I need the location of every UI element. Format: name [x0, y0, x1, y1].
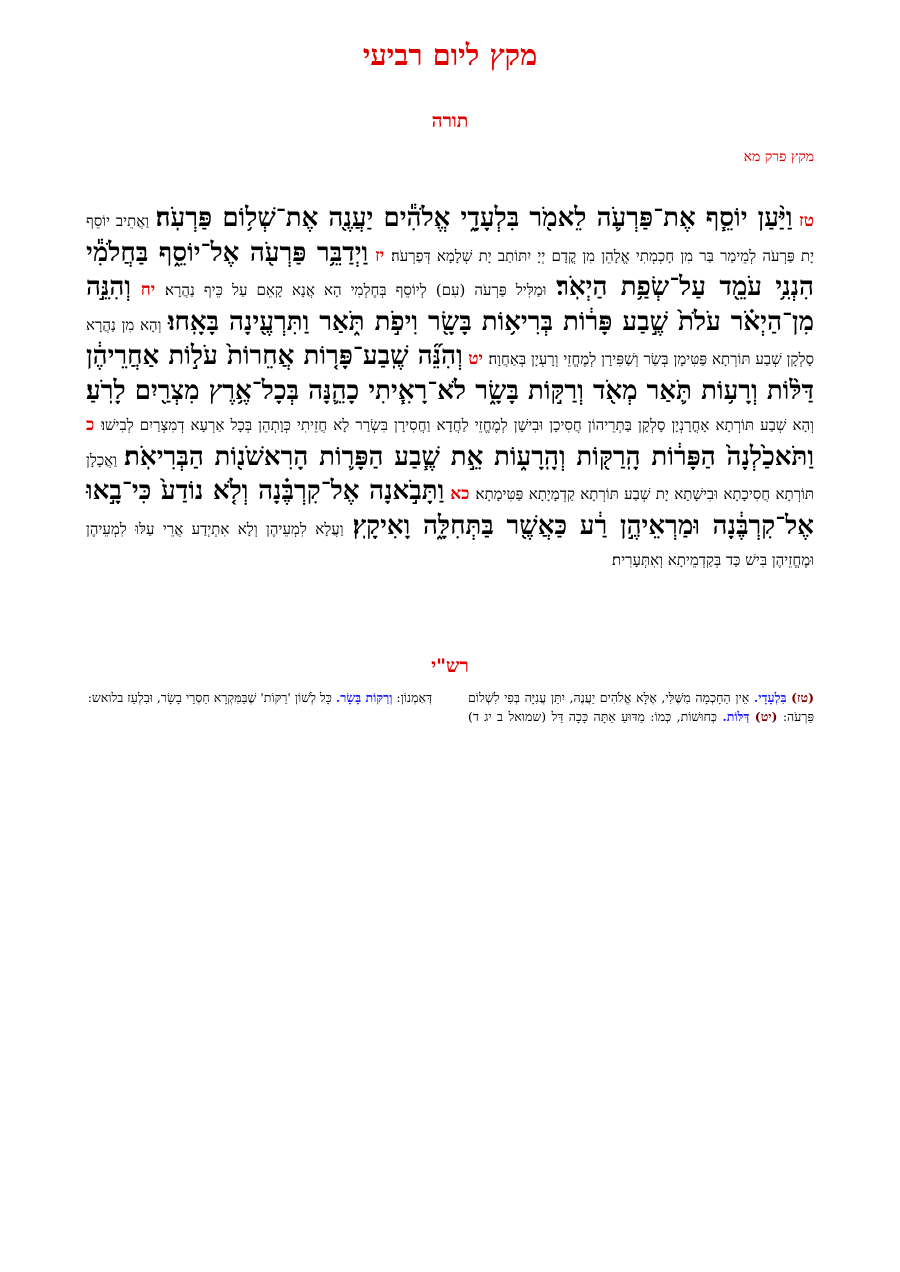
verse-hebrew: וַתָּבֹ֣אנָה אֶל־קִרְבֶּ֗נָה וְלֹ֤א נוֹדַע֙ כִּי־בָ֣אוּ אֶל־קִרְבֶּ֔נָה וּמַרְאֵיהֶ֣ן רַ֔ע כַּאֲשֶׁ֖ר בַּתְּחִלָּ֑ה וָאִיקָֽץ׃ — [86, 476, 814, 541]
verse-number: כא — [450, 484, 470, 504]
verse-targum: וַעֲלָא לִמְעֵיהֶן וְלָא אִתְיְדַע אֲרֵי עַלּוּ לִמְעֵיהֶן וּמֶחֱזֵיהֶן בִּישׁ כַּד בְּקַדְמֵיתָא וְאִתְּעָרִית׃ — [86, 519, 814, 569]
chapter-label: מקץ פרק מא — [743, 149, 814, 165]
verse-number: כ — [86, 415, 95, 435]
rashi-text: כָּל לְשׁוֹן 'רַקּוֹת' שֶׁבַּמִּקְרָא חַסְרֵי בָשָׂר, וּבִלְעַז בלואש: — [87, 690, 332, 705]
rashi-verse-ref: (יט) — [754, 709, 778, 724]
verse-hebrew: וַיְדַבֵּ֥ר פַּרְעֹ֖ה אֶל־יוֹסֵ֑ף בַּחֲלֹמִ֕י הִנְנִ֥י עֹמֵ֖ד עַל־שְׂפַ֥ת הַיְאֹֽר׃ — [86, 237, 815, 302]
rashi-commentary — [86, 688, 814, 726]
section-title: תורה — [431, 110, 469, 132]
verse-hebrew: וַיַּ֨עַן יוֹסֵ֧ף אֶת־פַּרְעֹ֛ה לֵאמֹ֖ר בִּלְעָדָ֑י אֱלֹהִ֕ים יַעֲנֶ֖ה אֶת־שְׁל֥וֹם פַּרְעֹֽה׃ — [155, 203, 793, 233]
rashi-heading: בִּלְעָדָי. — [753, 690, 787, 705]
rashi-heading: דַּלּוֹת. — [722, 709, 750, 724]
rashi-title: רש"י — [431, 655, 469, 677]
verse-number: יח — [140, 280, 156, 300]
verse-number: טז — [798, 211, 814, 231]
verse-number: יז — [375, 245, 385, 266]
rashi-text: כְּחוּשׁוֹת, כְּמוֹ: מַדּוּעַ אַתָּה כָּכָה דַּל (שמואל ב יג ד) דְּאַמְנוֹן: — [396, 690, 717, 724]
verse-hebrew: וְהִנֵּ֞ה שֶֽׁבַע־פָּר֤וֹת אֲחֵרוֹת֙ עֹל֣וֹת אַחֲרֵיהֶ֔ן דַּלּ֨וֹת וְרָע֥וֹת תֹּ֛אַר מְאֹ֖ד וְרַקּ֣וֹת בָּשָׂ֑ר לֹא־רָאִ֧יתִי כָהֵ֛נָּה בְּכָל־אֶ֥רֶץ מִצְרַ֖יִם לָרֹֽעַ׃ — [86, 341, 814, 406]
page-title: מקץ ליום רביעי — [362, 38, 538, 72]
rashi-text: אֵין הַחָכְמָה מִשֶּׁלִּי, אֶלָּא אֱלֹהִים יַעֲנֶה, יִתֵּן עֲנִיָּה בְּפִי לִשְׁלוֹם פַּרְעֹה: — [468, 690, 814, 724]
verse-hebrew: וַתֹּאכַ֙לְנָה֙ הַפָּר֔וֹת הָֽרַקּ֖וֹת וְהָֽרָע֑וֹת אֵ֣ת שֶׁ֧בַע הַפָּר֛וֹת הָרִאשֹׁנ֖וֹת הַבְּרִיאֹֽת׃ — [124, 441, 815, 472]
torah-text — [86, 203, 814, 577]
verse-targum: וּמַלִּיל פַּרְעֹה (עִם) לְיוֹסֵף בְּחֶלְמִי הָא אֲנָא קָאֵם עַל כֵּיף נַהֲרָא׃ — [164, 281, 547, 299]
verse-targum: וַאֲכָלָן תּוֹרְתָא חֲסִיכָתָא וּבִישָׁתָא יָת שְׁבַע תּוֹרְתָא קַדְמָיָתָא פַּטִּימָתָא׃ — [86, 450, 815, 503]
verse-hebrew: וְהִנֵּ֣ה מִן־הַיְאֹ֗ר עֹלֹת֙ שֶׁ֣בַע פָּר֔וֹת בְּרִיא֥וֹת בָּשָׂ֖ר וִיפֹ֣ת תֹּ֑אַר וַתִּרְעֶ֖ינָה בָּאָֽחוּ׃ — [86, 272, 815, 337]
verse-targum: וַאֲתֵיב יוֹסֵף יָת פַּרְעֹה לְמֵימַר בַּר מִן חָכְמְתִי אֱלָהֵן מִן קֳדָם יְיָ יִתּוֹתַב יָת שְׁלָמָא דְּפַרְעֹה׃ — [86, 212, 815, 265]
rashi-entry — [88, 690, 393, 705]
verse-targum: וְהָא מִן נַהֲרָא סָלְקָן שְׁבַע תּוֹרְתָא פַּטִּימָן בְּשַׂר וְשַׁפִּירָן לְמֶחֱזֵי וְרָעְיָן בְּאַחֲוָה׃ — [86, 315, 815, 368]
rashi-verse-ref: (טז) — [791, 690, 814, 705]
verse-number: יט — [468, 349, 483, 369]
verse-targum: וְהָא שְׁבַע תּוֹרְתָא אָחֳרָנְיָן סָלְקָן בַּתְרֵיהוֹן חֲסִיכָן וּבִישָׁן לְמֶחֱזֵי לַחֲדָא וַחֲסִירָן בִּשְׂרַר לָא חֲזֵיתִי כְּוָתְהֵן בְּכָל אַרְעָא דְמִצְרַיִם לְבִישׁוּ׃ — [101, 416, 814, 434]
rashi-heading: וְרַקּוֹת בָּשָׂר. — [335, 690, 393, 705]
